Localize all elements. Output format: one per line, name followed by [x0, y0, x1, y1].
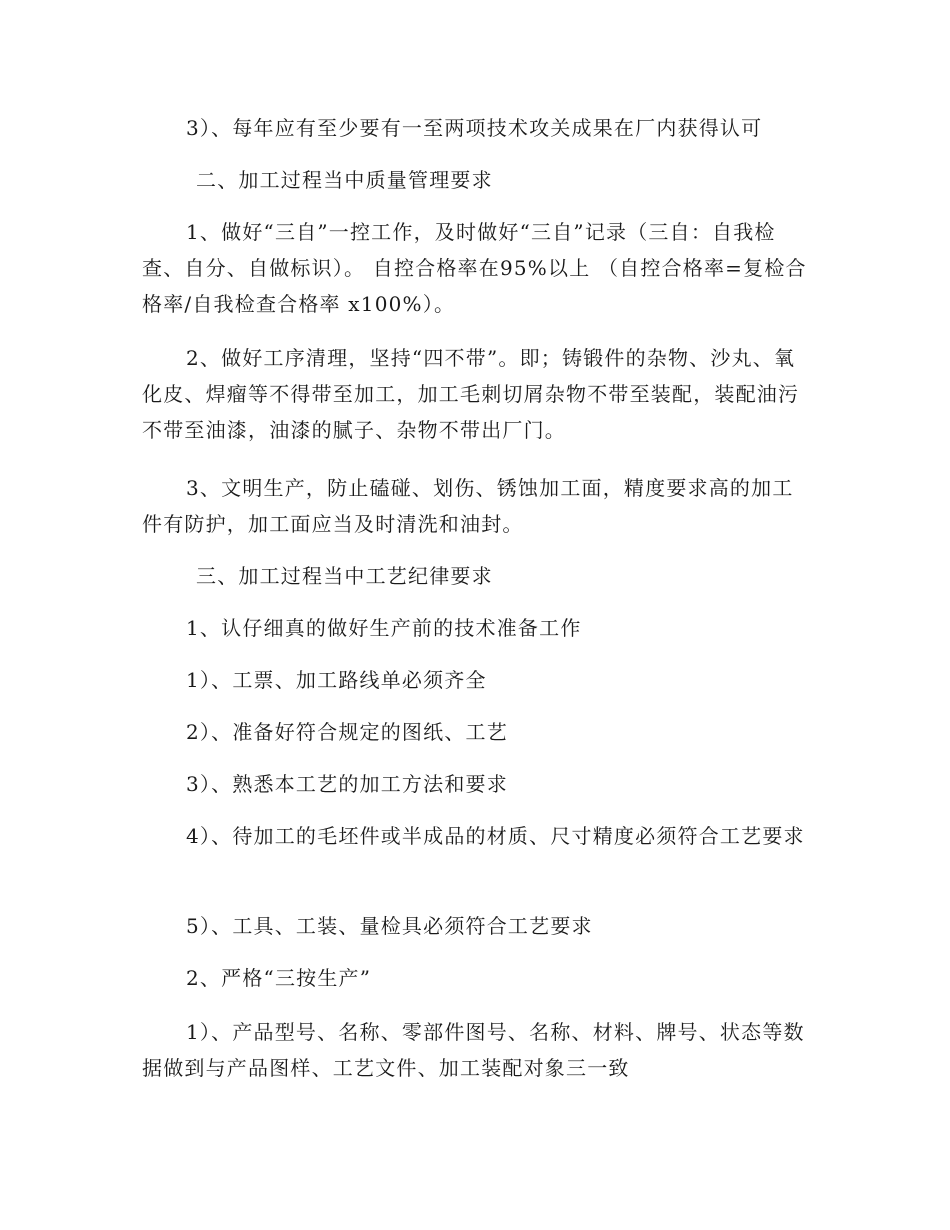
- paragraph-technical-preparation: 1、认仔细真的做好生产前的技术准备工作: [186, 616, 582, 640]
- list-item-product-data-consistency: 1）、产品型号、名称、零部件图号、名称、材料、牌号、状态等数据做到与产品图样、工艺文件、加工装配对象三一致: [142, 1020, 805, 1080]
- list-item-tools-fixtures: 5）、工具、工装、量检具必须符合工艺要求: [186, 914, 593, 938]
- list-item-work-tickets: 1）、工票、加工路线单必须齐全: [186, 668, 487, 692]
- list-item-drawings: 2）、准备好符合规定的图纸、工艺: [186, 720, 508, 744]
- paragraph-annual-tech-achievement: 3）、每年应有至少要有一至两项技术攻关成果在厂内获得认可: [186, 116, 763, 140]
- section-heading-process-discipline: 三、加工过程当中工艺纪律要求: [196, 564, 493, 588]
- paragraph-three-according-production: 2、严格“三按生产”: [186, 966, 372, 990]
- paragraph-process-cleanup: 2、做好工序清理，坚持“四不带”。即；铸锻件的杂物、沙丸、氧化皮、焊瘤等不得带至加工，加工毛刺切屑杂物不带至装配，装配油污不带至油漆，油漆的腻子、杂物不带出厂门。: [142, 346, 800, 442]
- paragraph-civilized-production: 3、文明生产，防止磕碰、划伤、锈蚀加工面，精度要求高的加工件有防护，加工面应当及时清洗和油封。: [142, 476, 794, 536]
- list-item-process-methods: 3）、熟悉本工艺的加工方法和要求: [186, 772, 508, 796]
- list-item-blank-materials: 4）、待加工的毛坯件或半成品的材质、尺寸精度必须符合工艺要求: [186, 824, 805, 848]
- section-heading-quality-management: 二、加工过程当中质量管理要求: [196, 168, 493, 192]
- paragraph-three-self-control: 1、做好“三自”一控工作，及时做好“三自”记录（三自：自我检查、自分、自做标识）。 自控合格率在95%以上 （自控合格率=复检合格率/自我检查合格率 x100%）。: [142, 220, 807, 316]
